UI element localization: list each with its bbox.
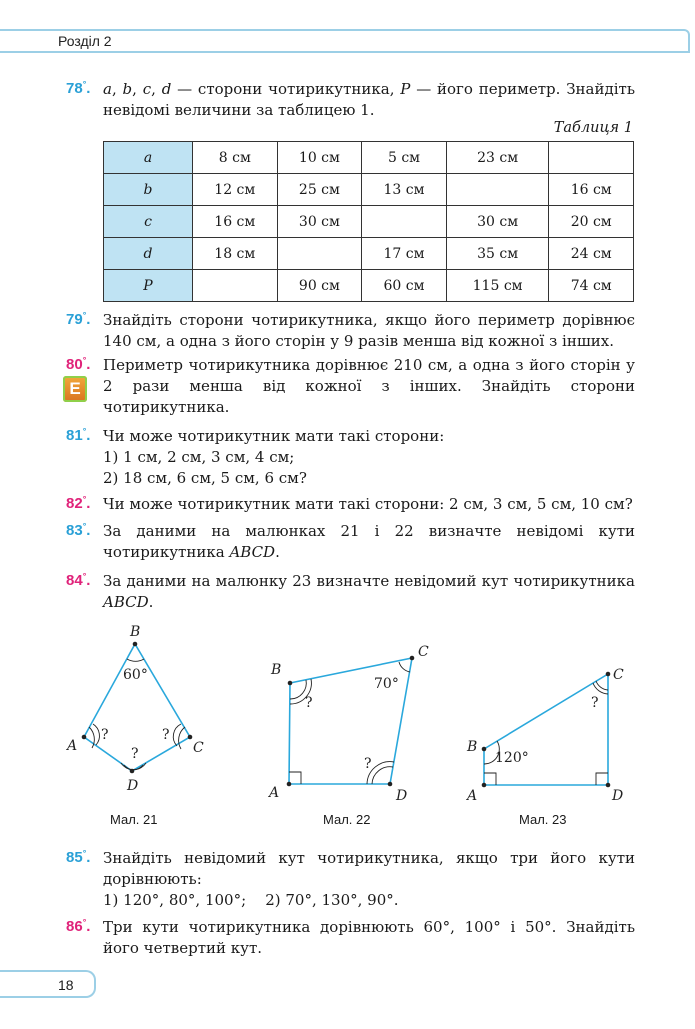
table-row [104, 270, 634, 302]
problem-82-text: Чи може чотирикутник мати такі сторони: 2 см, 3 см, 5 см, 10 см? [103, 495, 633, 513]
table-cell: 74 см [549, 270, 634, 302]
table-cell: 30 см [446, 206, 549, 238]
problem-number-82: 82°. [66, 494, 91, 512]
table-cell [193, 270, 278, 302]
fig22-q-B: ? [305, 695, 313, 711]
table-cell: 60 см [362, 270, 447, 302]
table-row [104, 174, 634, 206]
fig22-angle-C: 70° [374, 676, 399, 692]
problem-80-text: Периметр чотирикутника дорівнює 210 см, а одна з його сторін у 2 рази менша від кожної з інших. Знайдіть сторони чотирикутника. [103, 356, 635, 416]
problem-85-question: Знайдіть невідомий кут чотирикутника, якщо три його кути дорівнюють: [103, 849, 635, 888]
table-row [104, 206, 634, 238]
table-row [104, 238, 634, 270]
problem-81-option-1: 1) 1 см, 2 см, 3 см, 4 см; [103, 448, 295, 466]
problem-number-84: 84°. [66, 571, 91, 589]
table-cell: 13 см [362, 174, 447, 206]
problem-78-text: a, b, c, d — сторони чотирикутника, P — його периметр. Знайдіть невідомі величини за таблицею 1. [103, 80, 635, 119]
section-title: Розділ 2 [58, 33, 112, 49]
problem-84-text: За даними на малюнку 23 визначте невідомий кут чотирикутника ABCD. [103, 572, 635, 611]
fig21-q-D: ? [131, 746, 139, 762]
table-row-header: P [104, 270, 193, 302]
table-cell [446, 174, 549, 206]
fig22-caption: Мал. 22 [323, 812, 371, 827]
problem-79-text: Знайдіть сторони чотирикутника, якщо його периметр дорівнює 140 см, а одна з його сторін у 9 разів менша від кожної з інших. [103, 311, 635, 350]
fig21-label-C: C [193, 740, 204, 756]
fig21-angle-B: 60° [123, 667, 148, 683]
problem-83-text: За даними на малюнках 21 і 22 визначте невідомі кути чотирикутника ABCD. [103, 522, 635, 561]
problem-81-option-2: 2) 18 см, 6 см, 5 см, 6 см? [103, 469, 307, 487]
fig21-label-D: D [127, 778, 139, 794]
fig23-label-C: C [613, 667, 624, 683]
table-row [104, 142, 634, 174]
problem-85-text [103, 848, 635, 911]
table-cell: 16 см [193, 206, 278, 238]
problem-number-83: 83°. [66, 521, 91, 539]
page-number: 18 [58, 977, 74, 993]
table-row-header: b [104, 174, 193, 206]
fig21-label-B: B [130, 624, 141, 640]
table-row-header: d [104, 238, 193, 270]
table-cell: 30 см [277, 206, 362, 238]
problem-number-86: 86°. [66, 917, 91, 935]
fig23-caption: Мал. 23 [519, 812, 567, 827]
table-cell: 18 см [193, 238, 278, 270]
table-cell: 90 см [277, 270, 362, 302]
table-cell: 5 см [362, 142, 447, 174]
fig22-label-D: D [396, 788, 408, 804]
table-cell: 16 см [549, 174, 634, 206]
problem-85-options: 1) 120°, 80°, 100°; 2) 70°, 130°, 90°. [103, 891, 399, 909]
table-cell: 25 см [277, 174, 362, 206]
table-cell: 23 см [446, 142, 549, 174]
problem-81-question: Чи може чотирикутник мати такі сторони: [103, 427, 445, 445]
fig23-label-D: D [612, 788, 624, 804]
table-caption: Таблиця 1 [553, 120, 633, 136]
table-cell: 8 см [193, 142, 278, 174]
table-cell: 35 см [446, 238, 549, 270]
problem-number-78: 78°. [66, 79, 91, 97]
table-cell: 115 см [446, 270, 549, 302]
figures-area [0, 615, 695, 840]
problem-number-81: 81°. [66, 426, 91, 444]
table-cell: 17 см [362, 238, 447, 270]
problem-81-text [103, 426, 635, 489]
fig21-q-A: ? [101, 727, 109, 743]
problem-number-79: 79°. [66, 310, 91, 328]
table-cell: 24 см [549, 238, 634, 270]
fig22-label-A: A [269, 785, 280, 801]
fig22-label-C: C [418, 644, 429, 660]
table-cell: 12 см [193, 174, 278, 206]
problem-number-85: 85°. [66, 848, 91, 866]
table-cell: 20 см [549, 206, 634, 238]
fig22-q-D: ? [364, 756, 372, 772]
e-badge-icon: E [63, 376, 87, 402]
page-number-frame [0, 970, 96, 998]
table-cell [362, 206, 447, 238]
fig21-caption: Мал. 21 [110, 812, 158, 827]
fig23-quad [484, 674, 608, 785]
table-row-header: c [104, 206, 193, 238]
fig22-label-B: B [271, 662, 282, 678]
fig23-q-C: ? [591, 695, 599, 711]
fig23-label-A: A [467, 788, 478, 804]
problem-number-80: 80°. [66, 355, 91, 373]
fig21-label-A: A [67, 738, 78, 754]
fig23-label-B: B [467, 739, 478, 755]
table-cell [277, 238, 362, 270]
fig23-angle-B: 120° [495, 750, 529, 766]
table-cell [549, 142, 634, 174]
problem-86-text: Три кути чотирикутника дорівнюють 60°, 100° і 50°. Знайдіть його четвертий кут. [103, 918, 635, 957]
table-row-header: a [104, 142, 193, 174]
table-cell: 10 см [277, 142, 362, 174]
table-1 [103, 141, 634, 302]
fig21-q-C: ? [162, 727, 170, 743]
